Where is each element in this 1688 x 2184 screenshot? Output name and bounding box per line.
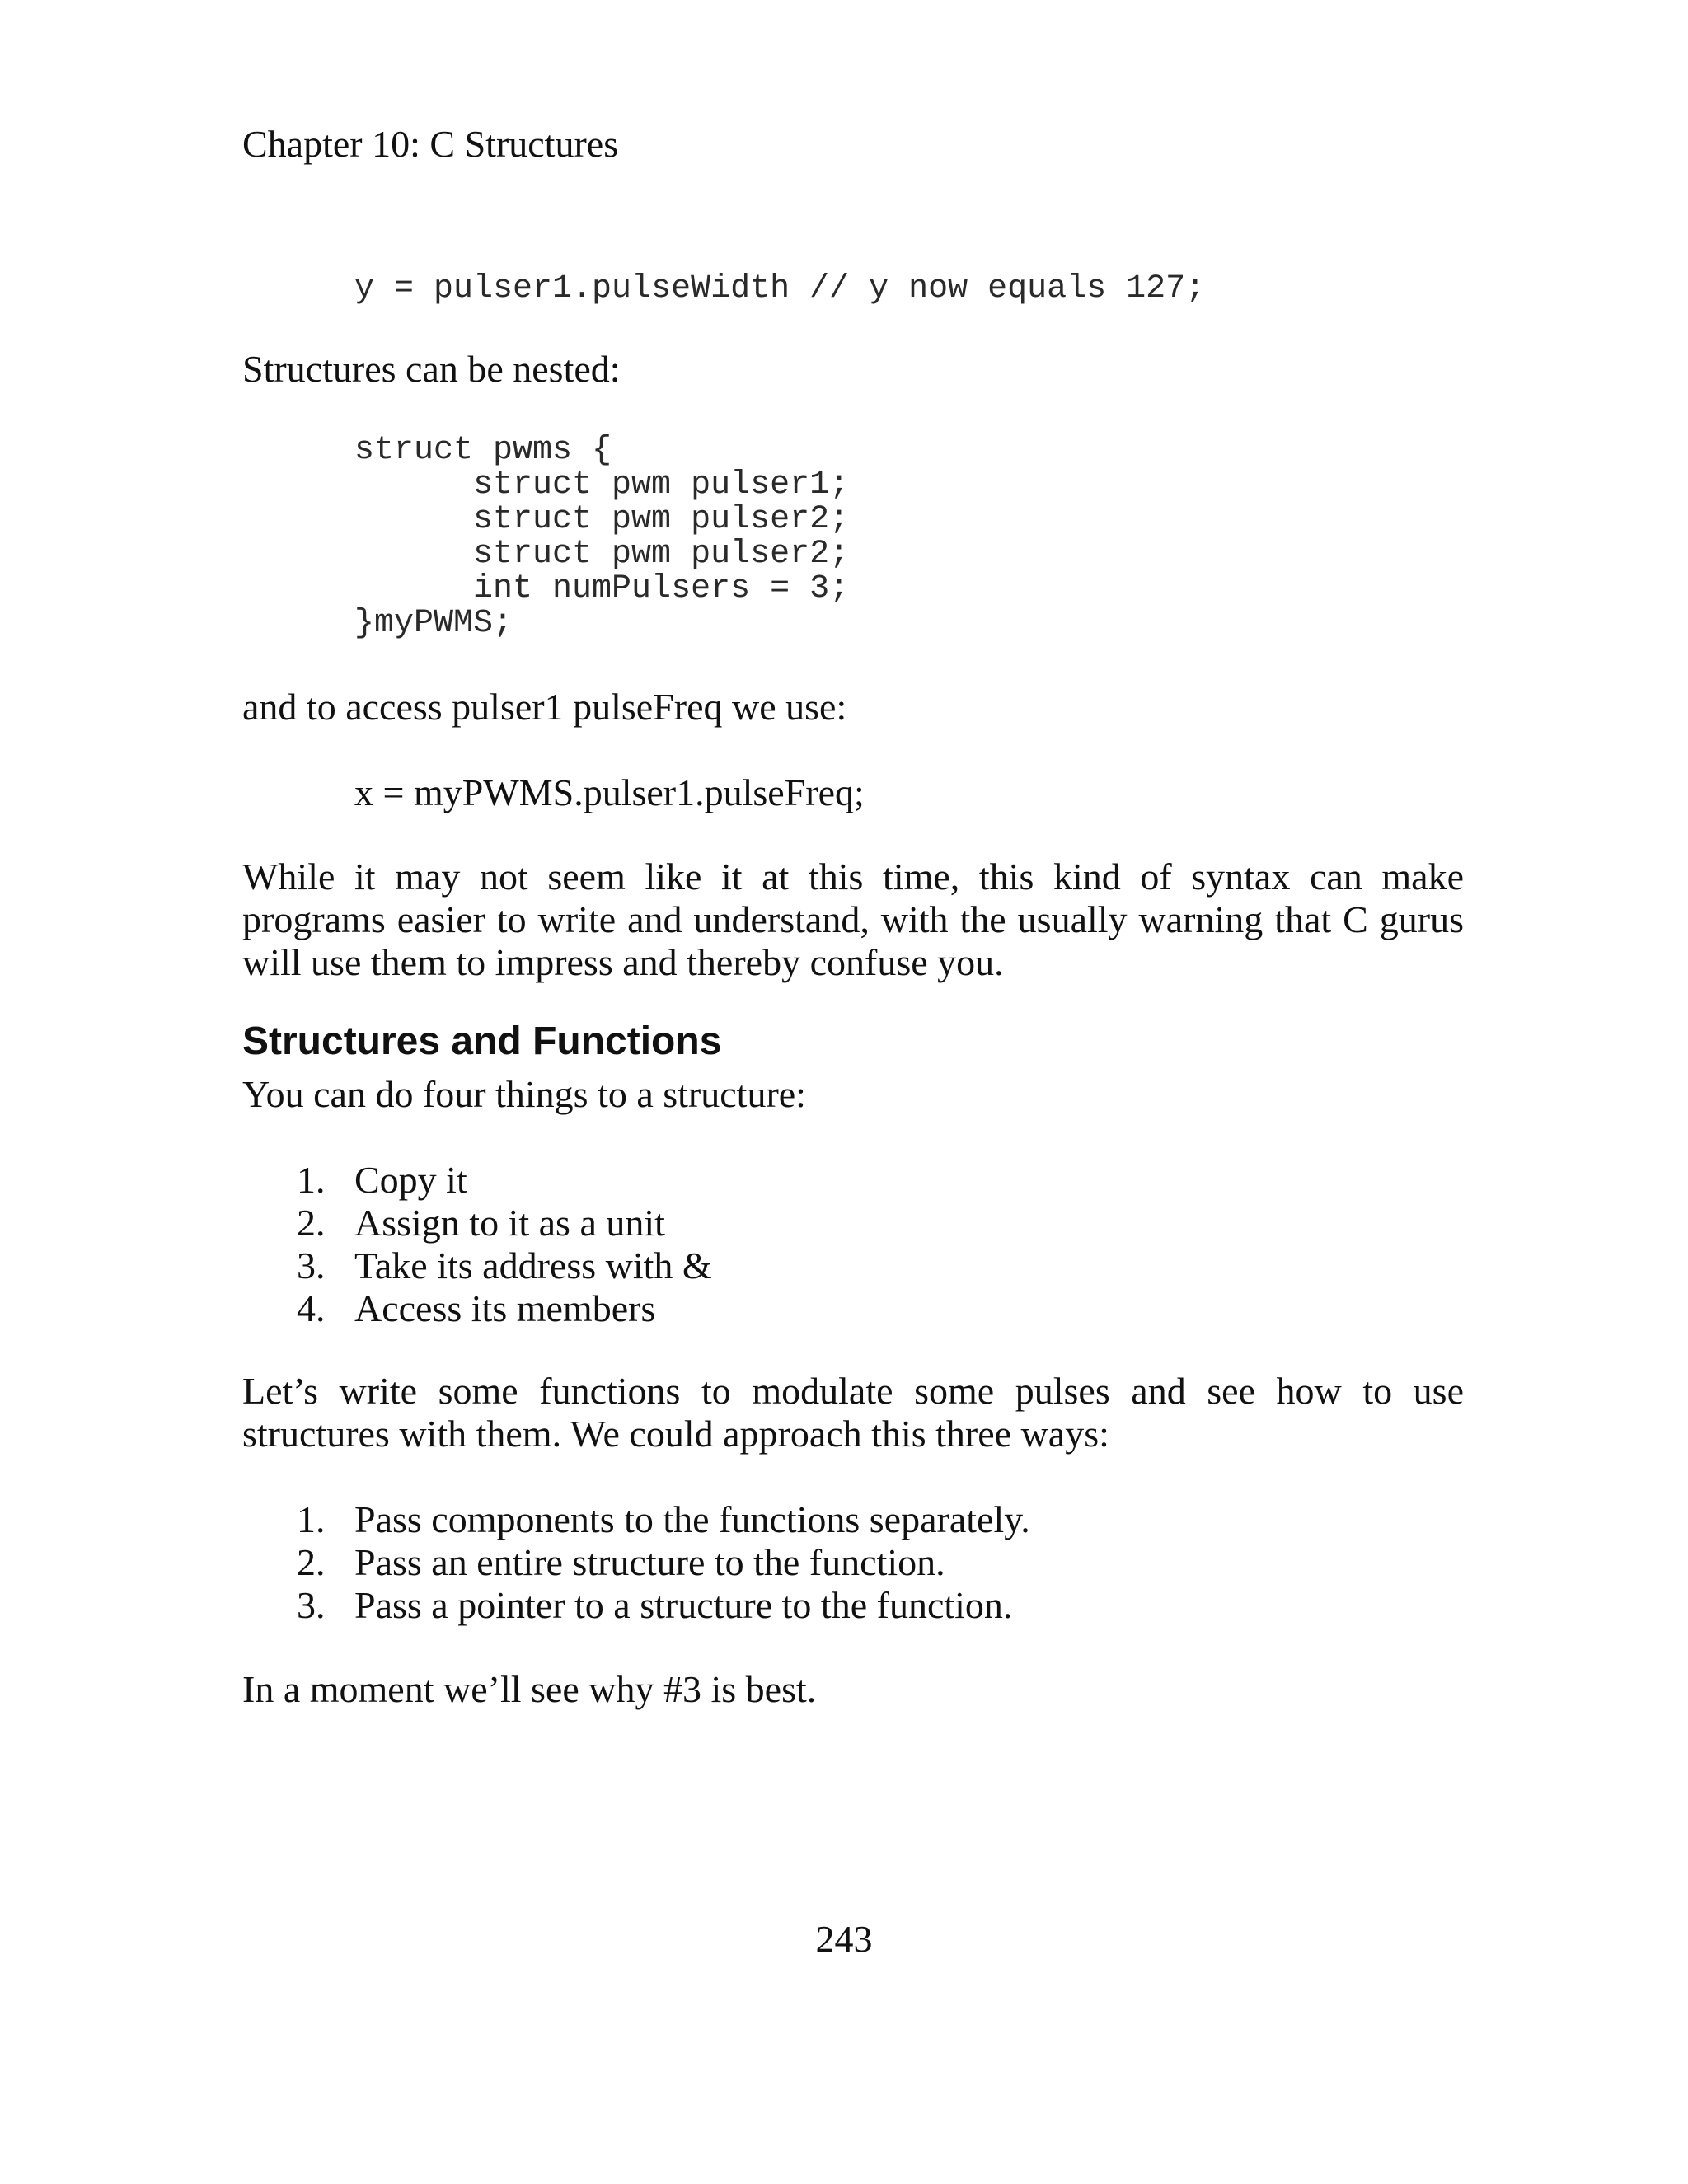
list-three-ways (242, 1498, 1030, 1627)
list-item-number: 2. (297, 1202, 326, 1244)
paragraph-nested-intro: Structures can be nested: (242, 348, 621, 390)
list-item-number: 1. (297, 1159, 326, 1201)
list-four-things (242, 1159, 712, 1330)
list-item-text: Pass an entire structure to the function. (354, 1541, 945, 1583)
list-item-number: 1. (297, 1498, 326, 1540)
section-heading: Structures and Functions (242, 1019, 722, 1063)
list-item-text: Pass a pointer to a structure to the function. (354, 1584, 1013, 1626)
list-item-text: Access its members (354, 1287, 656, 1329)
list-item (242, 1584, 1030, 1627)
code-line: struct pwm pulser2; (354, 536, 850, 573)
list-item-number: 2. (297, 1541, 326, 1583)
code-line-pulsewidth: y = pulser1.pulseWidth // y now equals 127; (354, 270, 1206, 307)
chapter-header: Chapter 10: C Structures (242, 123, 619, 165)
page-number: 243 (815, 1918, 873, 1960)
list-item (242, 1244, 712, 1287)
list-item-text: Pass components to the functions separately. (354, 1498, 1030, 1540)
paragraph-syntax: While it may not seem like it at this time, this kind of syntax can make programs easier to write and understand, with the usually warning that C gurus will use them to impress and thereby confuse you. (242, 855, 1464, 983)
list-item (242, 1541, 1030, 1584)
list-item (242, 1498, 1030, 1541)
code-line: struct pwms { (354, 432, 612, 469)
code-line-access: x = myPWMS.pulser1.pulseFreq; (354, 771, 865, 813)
code-line: struct pwm pulser2; (354, 501, 850, 538)
paragraph-in-a-moment: In a moment we’ll see why #3 is best. (242, 1668, 817, 1710)
list-item-text: Take its address with & (354, 1244, 712, 1286)
code-line: }myPWMS; (354, 605, 513, 642)
list-item (242, 1159, 712, 1202)
paragraph-four-things: You can do four things to a structure: (242, 1073, 806, 1115)
list-item-text: Copy it (354, 1159, 467, 1201)
paragraph-access-intro: and to access pulser1 pulseFreq we use: (242, 686, 847, 728)
list-item-number: 3. (297, 1244, 326, 1286)
list-item-number: 4. (297, 1287, 326, 1329)
list-item (242, 1287, 712, 1330)
code-line: struct pwm pulser1; (354, 466, 850, 504)
list-item (242, 1202, 712, 1244)
list-item-number: 3. (297, 1584, 326, 1626)
code-line: int numPulsers = 3; (354, 570, 850, 607)
list-item-text: Assign to it as a unit (354, 1202, 665, 1244)
paragraph-lets-write: Let’s write some functions to modulate some pulses and see how to use structures with them. We could approach this three ways: (242, 1370, 1464, 1455)
